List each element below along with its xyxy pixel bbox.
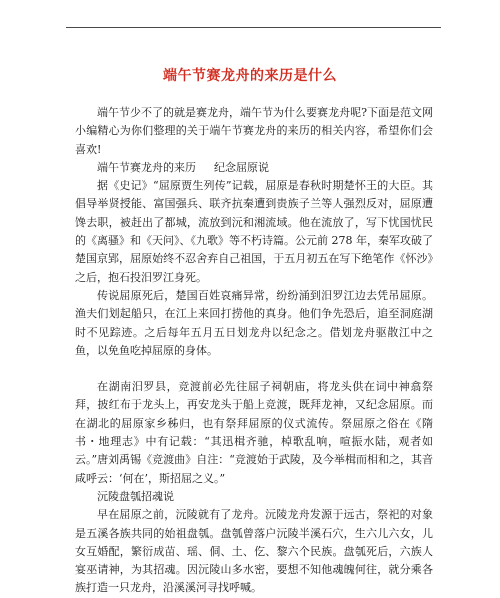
body-paragraph: 传说屈原死后，楚国百姓哀痛异常，纷纷涌到汨罗江边去凭吊屈原。渔夫们划起船只，在江上来回打捞他的真身。他们争先恐后，追至洞庭湖时不见踪迹。之后每年五月五日划龙舟以纪念之。借划龙舟驱散江中之鱼，以免鱼吃掉屈原的身体。 (75, 288, 433, 357)
body-paragraph: 早在屈原之前，沅陵就有了龙舟。沅陵龙舟发源于远古，祭祀的对象是五溪各族共同的始祖盘瓠。盘瓠曾落户沅陵半溪石穴，生六儿六女，儿女互婚配，繁衍成苗、瑶、侗、土、仡、黎六个民族。盘瓠死后，六族人宴巫请神，为其招魂。因沅陵山多水密，要想不知他魂魄何往，就分乘各族打造一只龙舟，沿溪溪河寻找呼喊。 (75, 508, 433, 595)
document-body (75, 104, 433, 598)
subsection-heading: 纪念屈原说 (214, 160, 269, 174)
document-title: 端午节赛龙舟的来历是什么 (163, 68, 337, 84)
intro-paragraph: 端午节少不了的就是赛龙舟，端午节为什么要赛龙舟呢?下面是范文网小编精心为你们整理的关于端午节赛龙舟的来历的相关内容，希望你们会喜欢! (75, 106, 433, 156)
header-rule (66, 27, 441, 28)
body-paragraph: 在湖南汨罗县，竞渡前必先往屈子祠朝庙，将龙头供在词中神翕祭拜，披红布于龙头上，再安龙头于船上竞渡，既拜龙神，又纪念屈原。而在湖北的屈原家乡秭归，也有祭拜屈原的仪式流传。祭屈原之俗在《隋书・地理志》中有记载：“其迅楫齐驰，棹歌乱响，喧振水陆，观者如云。”唐刘禹锡《竞渡曲》自注：“竞渡始于武陵，及今举楫而相和之，其音咸呼云：‘何在’，斯招屈之义。” (75, 380, 433, 485)
body-paragraph: 据《史记》“屈原贾生列传”记载，屈原是春秋时期楚怀王的大臣。其倡导举贤授能、富国强兵、联齐抗秦遭到贵族子兰等人强烈反对，屈原遭馋去职，被赶出了都城，流放到沅和湘流域。他在流放了，写下忧国忧民的《离骚》和《天问》、《九歌》等不朽诗篇。公元前 278 年，秦军攻破了楚国京郢，屈原始终不忍舍弃自己祖国，于五月初五在写下绝笔作《怀沙》之后，抱石投汨罗江身死。 (75, 179, 433, 284)
section-heading-line (75, 159, 433, 177)
subsection-heading: 沅陵盘瓠招魂说 (97, 489, 174, 503)
section-heading: 端午节赛龙舟的来历 (97, 160, 196, 174)
